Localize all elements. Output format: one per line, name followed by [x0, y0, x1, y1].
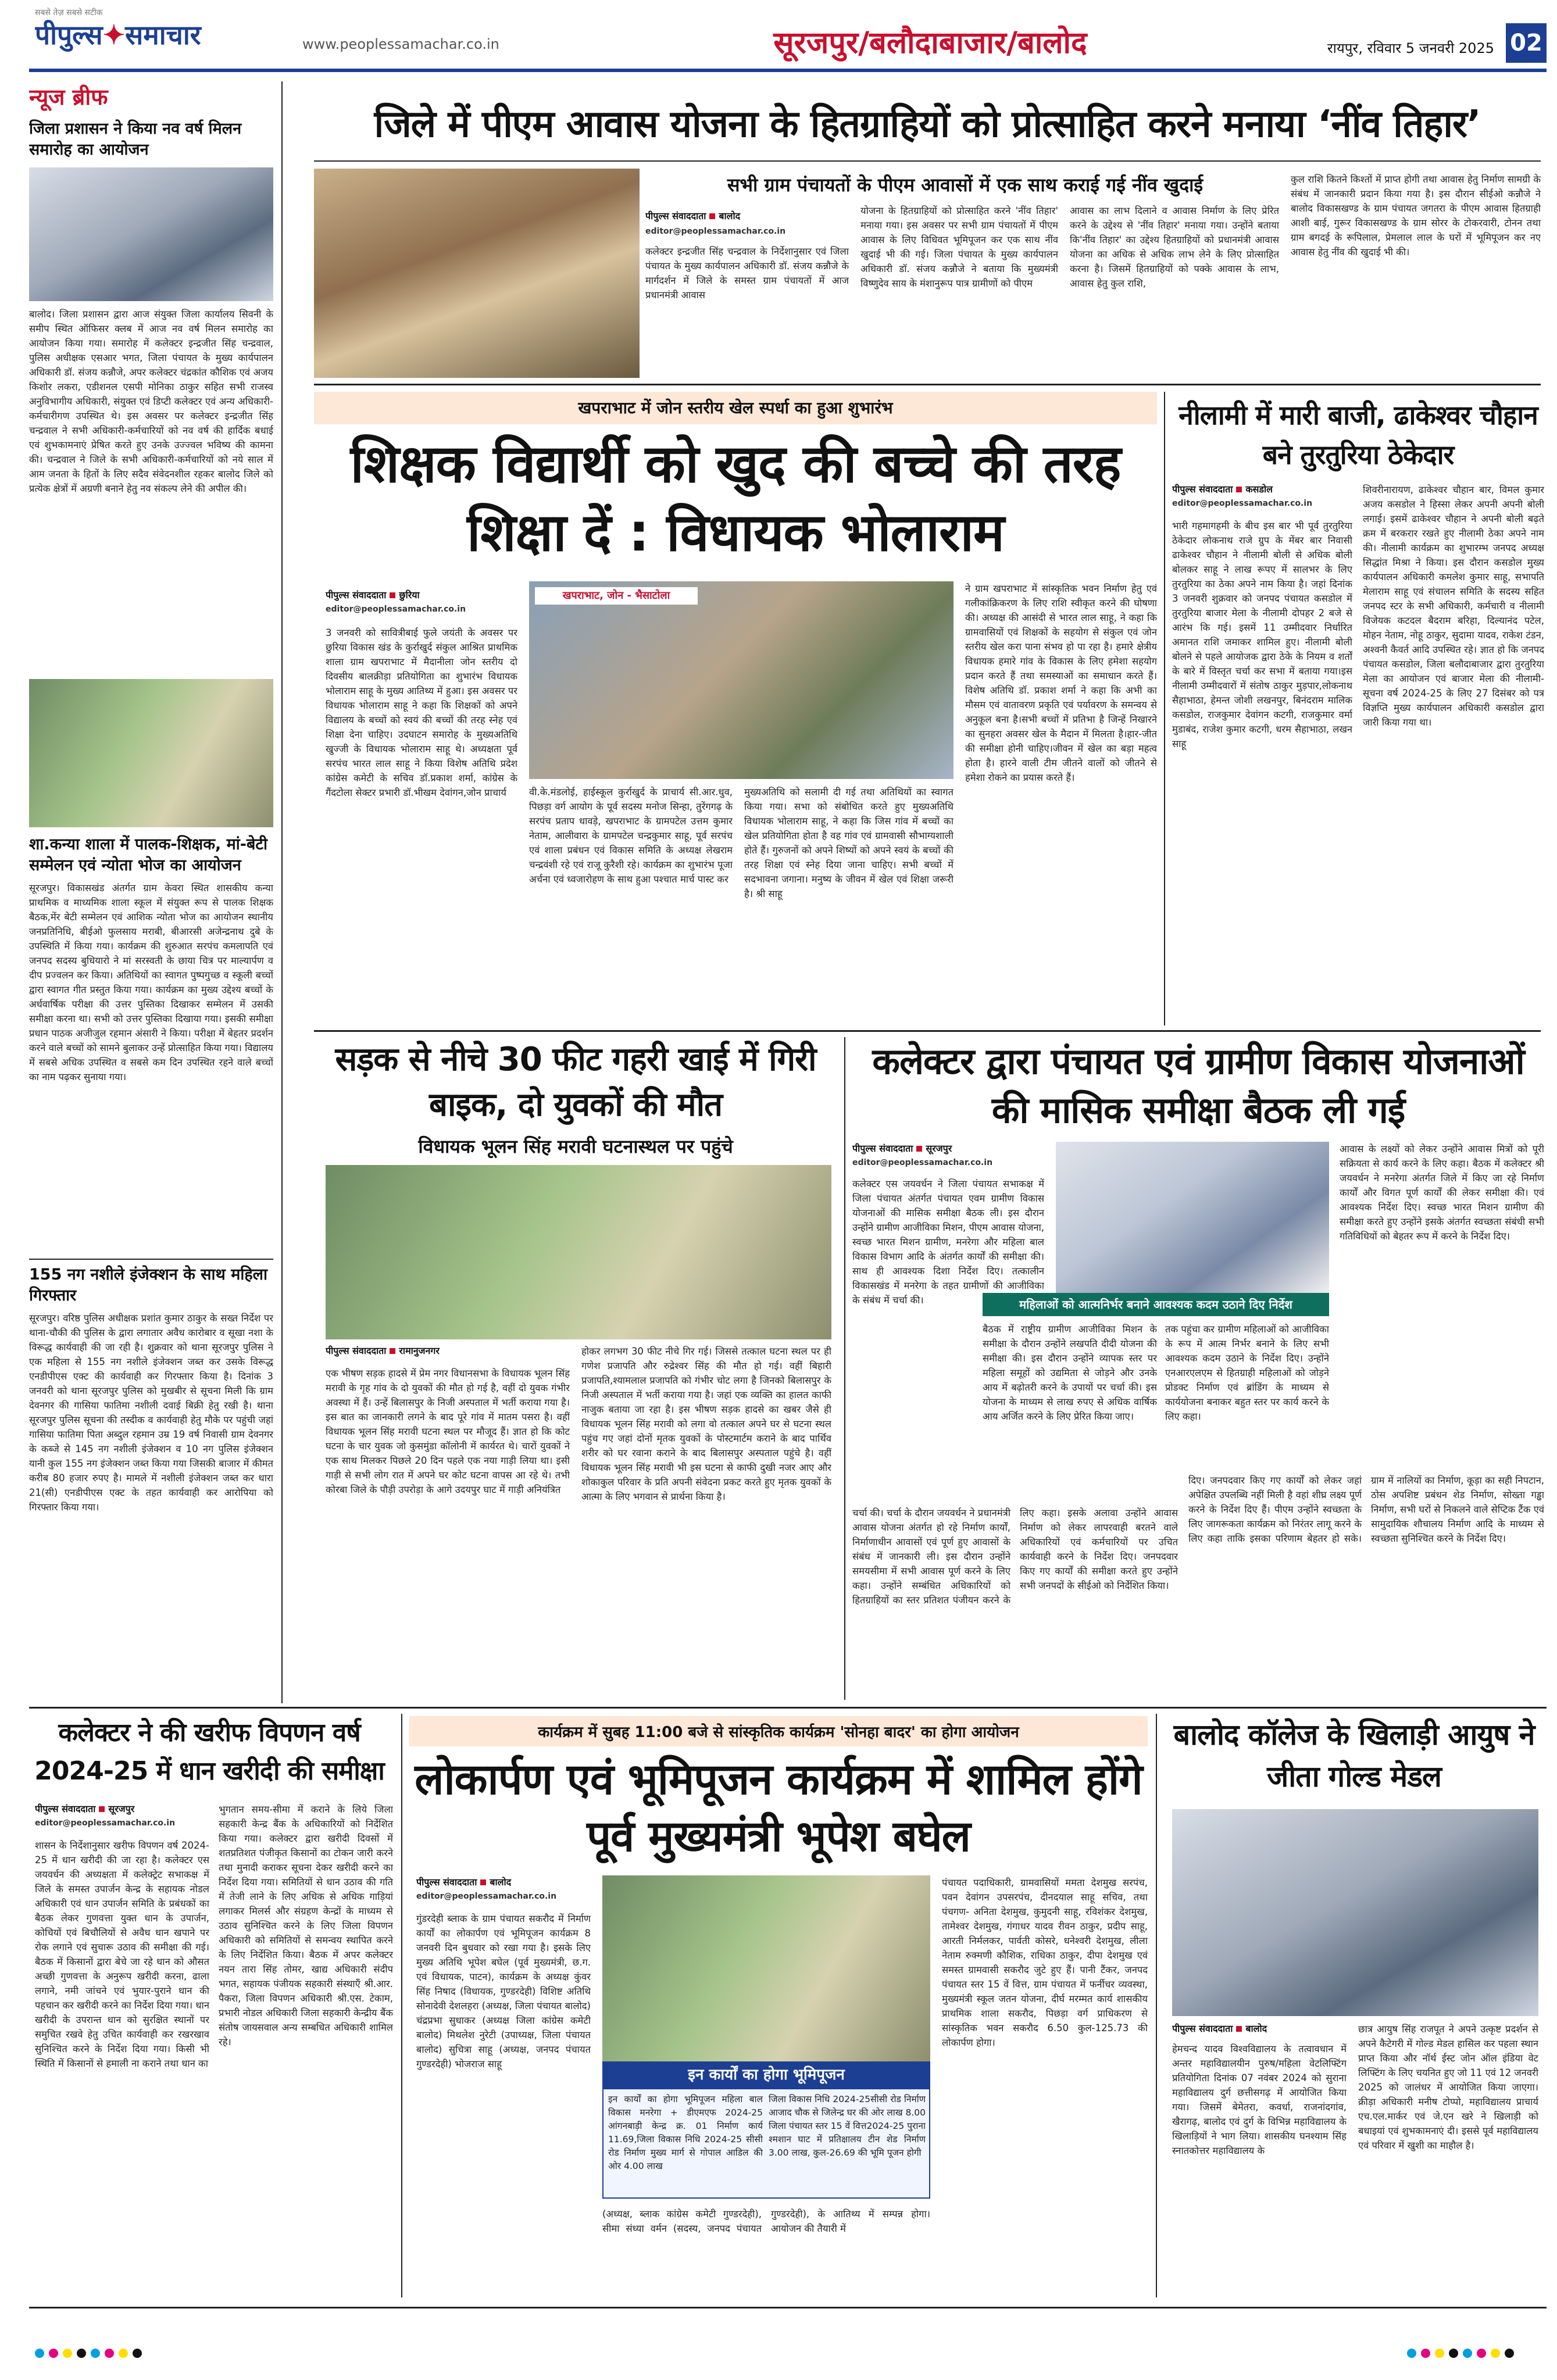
story4-col1: एक भीषण सड़क हादसे में प्रेम नगर विधानसभा के विधायक भूलन सिंह मरावी के गृह गांव के दो युवकों की मौत हो गई है, वहीं दो युवक गंभीर अवस्था में हैं। उन्हें बिलासपुर के निजी अस्पताल में भर्ती कराया गया है। इस बात का जानकारी लगने के बाद पूरे गांव में मातम पसरा है। वहीं विधायक भूलन सिंह मरावी घटना स्थल पर मौजूद हैं। ज्ञात हो कि कोट घटना के चार युवक जो कुसमुंडा कॉलोनी में कार्यरत थे। चारों युवकों ने एक साथ मिलकर पिछले 20 दिन पहले एक नया गाड़ी लिया था। इसी गाड़ी से सभी लोग रात में अपने घर कोट घटना वापस आ रहे थे। तभी कोरबा जिले के पौड़ी उपरोड़ा के आगे उदयपुर घाट में गाड़ी अनियंत्रित — [326, 1368, 570, 1495]
story2-headline: शिक्षक विद्यार्थी को खुद की बच्चे की तरह शिक्षा दें : विधायक भोलाराम — [350, 434, 1121, 563]
story6-col1: शासन के निर्देशानुसार खरीफ विपणन वर्ष 2024-25 में धान खरीदी की जा रहा है। कलेक्टर एस जयवर्धन की अध्यक्षता में कलेक्ट्रेट सभाकक्ष में जिले के समस्त उपार्जन केन्द्र के सहायक नोडल अधिकारी एवं धान उपार्जन समिति के प्रबंधकों का बैठक लेकर गुणवत्ता युक्त धान के उपार्जन, कोचियों एवं बिचौलियों से अवैध धान खपाने पर रोक लगाने एवं सुचारू उठाव की समीक्षा की गई। बैठक में किसानों द्वारा बेचे जा रहे धान को औसत अच्छी गुणवत्ता के अनुरूप खरीदी करना, ढाला लगाने, नमी जांचने एवं भुयार-पुराने धान की पहचान कर खरीदी करने का निर्देश दिया गया। धान खरीदी के उपरान्त धान को सुरक्षित स्थानों पर समुचित रखवे हेतु उचित कार्यवाही कर रखरखाव सुनिश्चित करने के निर्देश दिया गया। किसी भी स्थिति में किसानों से हमाली ना कराने तथा धान का — [35, 1840, 209, 2069]
bullet-icon — [390, 592, 395, 598]
story4-byline — [326, 1344, 570, 1359]
story5-byline-place: सूरजपुर — [926, 1143, 952, 1154]
bullet-icon — [99, 1806, 105, 1812]
registration-dot-icon — [91, 2349, 100, 2358]
story3-byline — [1172, 483, 1352, 496]
brief-1-body: बालोद। जिला प्रशासन द्वारा आज संयुक्त जिला कार्यालय सिवनी के समीप स्थित ऑफिसर क्लब में आज नव वर्ष मिलन समारोह का आयोजन किया गया। समारोह में कलेक्टर इन्द्रजीत सिंह चन्द्रवाल, पुलिस अधीक्षक एसआर भगत, जिला पंचायत के मुख्य कार्यपालन अधिकारी डॉ. संजय कन्नौजे, अपर कलेक्टर चंद्रकांत कौशिक एवं अजय किशोर लकरा, एडीशनल एसपी मोनिका ठाकुर सहित सभी राजस्व अनुविभागीय अधिकारी, संयुक्त एवं डिप्टी कलेक्टर एवं अन्य अधिकारी-कर्मचारीगण उपस्थित थे। इस अवसर पर कलेक्टर इन्द्रजीत सिंह चन्द्रवाल ने सभी अधिकारी-कर्मचारियों को नव वर्ष की हार्दिक बधाई एवं शुभकामनाएं प्रेषित करते हुए उनके उज्ज्वल भविष्य की कामना की। चन्द्रवाल ने जिले के सभी अधिकारी-कर्मचारियों को नये साल में आम जनता के हितों के लिए सदैव संवेदनशील रहकर बालोद जिले को प्रत्येक क्षेत्रों में अग्रणी बनाने हेतु नव संकल्प लेने की अपील की। — [29, 309, 273, 494]
story3-byline-name: पीपुल्स संवाददाता — [1172, 484, 1233, 495]
brief-1-headline: जिला प्रशासन ने किया नव वर्ष मिलन समारोह का आयोजन — [29, 120, 242, 159]
story2-photo — [529, 581, 954, 779]
registration-dot-icon — [1407, 2349, 1416, 2358]
story5-col4: तक पहुंचा कर ग्रामीण महिलाओं को आजीविका के रूप में आत्म निर्भर बनाने के लिए सभी आवश्यक कदम उठाने के निर्देश दिए। उन्होंने एनआरएलएम से हितग्राही महिलाओं को जोड़ने प्रोडक्ट निर्माण एवं ब्रांडिंग के माध्यम से कार्ययोजना बनाकर बहुत स्तर पर कार्य करने के लिए कहा। — [1165, 1324, 1329, 1422]
story7-box-title: इन कार्यों का होगा भूमिपूजन — [602, 2061, 930, 2088]
story7-col1: गुंडरदेही ब्लाक के ग्राम पंचायत सकरौद में निर्माण कार्यों का लोकार्पण एवं भूमिपूजन कार्यक्रम 8 जनवरी दिन बुधवार को रखा गया है। इसके लिए मुख्य अतिथि भूपेश बघेल (पूर्व मुख्यमंत्री, छ.ग. एवं विधायक, पाटन), कार्यक्रम के अध्यक्ष कुंवर सिंह निषाद (विधायक, गुण्डरदेही) विशिष्ट अतिथि सोनादेवी देशलहरा (अध्यक्ष, जिला पंचायत बालोद) चंद्रप्रभा सुधाकर (अध्यक्ष जिला कांग्रेस कमेटी बालोद) मिथलेश नुरेटी (उपाध्यक्ष, जिला पंचायत बालोद) सुचित्रा साहू (अध्यक्ष, जनपद पंचायत गुण्डरदेही) भोजराज साहू — [416, 1913, 591, 2070]
story7-byline — [416, 1875, 591, 1889]
story1-col1: कलेक्टर इन्द्रजीत सिंह चन्द्रवाल के निर्देशानुसार एवं जिला पंचायत के मुख्य कार्यपालन अधिकारी डॉ. संजय कन्नौजे के मार्गदर्शन में जिले के समस्त ग्राम पंचायतों में आज प्रधानमंत्री आवास — [645, 246, 849, 301]
section-title: सूरजपुर/बलौदाबाजार/बालोद — [773, 26, 1087, 60]
brief-2-headline: शा.कन्या शाला में पालक-शिक्षक, मां-बेटी सम्मेलन एवं न्योता भोज का आयोजन — [29, 835, 268, 874]
story8-byline-place: बालोद — [1245, 2023, 1267, 2034]
registration-dot-icon — [1449, 2349, 1458, 2358]
brief-2-body: सूरजपुर। विकासखंड अंतर्गत ग्राम केवरा स्थित शासकीय कन्या प्राथमिक व माध्यमिक शाला स्कूल में संयुक्त रूप से पालक शिक्षक बैठक,मेंर बेटी सम्मेलन एवं आशिक न्योता भोज का आयोजन स्थानीय जनप्रतिनिधि, बीईओ फुलसाय मराबी, बीआरसी अजेन्द्रनाथ दुबे के उपस्थिति में किया गया। कार्यक्रम की शुरुआत सरपंच कमलापति एवं जनपद सदस्य बुधियारो ने मां सरस्वती के छाया चित्र पर माल्यार्पण व दीप प्रज्वलन कर किया। अतिथियों का स्वागत पुष्पगुच्छ व स्कूली बच्चों द्वारा स्वागत गीत प्रस्तुत किया गया। कार्यक्रम का मुख्य उद्देश्य बच्चों के अर्धवार्षिक परीक्षा की उत्तर पुस्तिका दिखाकर सम्मेलन में उसकी समीक्षा करना था। सभी को उत्तर पुस्तिका दिखाया गया। इसकी समीक्षा प्रधान पाठक अजीजुल रहमान अंसारी ने किया। परीक्षा में बेहतर प्रदर्शन करने वाले बच्चों को सामने बुलाकर उन्हें प्रोत्साहित किया गया। विद्यालय में सबसे अधिक उपस्थित व सबसे कम दिन उपस्थित रहने वाले बच्चों का नाम पढ़कर सुनाया गया। — [29, 882, 273, 1082]
story5-col3: बैठक में राष्ट्रीय ग्रामीण आजीविका मिशन के समीक्षा के दौरान उन्होंने लखपति दीदी योजना की समीक्षा की। इस दौरान उन्होंने व्यापक स्तर पर महिला समूहों को उद्यमिता से जोड़ने और उनके आय में बढ़ोतरी करने के उपायों पर चर्चा की। इस योजना के माध्यम से लाख रुपए से अधिक वार्षिक आय अर्जित करने के लिए प्रेरित किया जाए। — [983, 1324, 1157, 1422]
story7-photo — [602, 1875, 930, 2061]
story3-byline-place: कसडोल — [1245, 484, 1273, 495]
story1-col3: आवास का लाभ दिलाने व आवास निर्माण के लिए प्रेरित करने के उद्देश्य से 'नींव तिहार' मनाया गया। उन्होंने बताया कि'नींव तिहार' का उद्देश्य हितग्राहियों को प्रधानमंत्री आवास योजना का अधिक से अधिक लाभ लेने के लिए प्रोत्साहित करना है। जिसमें हितग्राहियों को पक्के आवास के लाभ, आवास हेतु कुल राशि, — [1070, 205, 1279, 289]
story2-kicker: खपराभाट में जोन स्तरीय खेल स्पर्धा का हुआ शुभारंभ — [578, 398, 893, 417]
brief-label: न्यूज ब्रीफ — [29, 84, 108, 110]
story7-byline-place: बालोद — [490, 1877, 512, 1888]
website: www.peoplessamachar.co.in — [302, 36, 499, 52]
registration-dot-icon — [1491, 2349, 1500, 2358]
story8-headline: बालोद कॉलेज के खिलाड़ी आयुष ने जीता गोल्ड मेडल — [1173, 1718, 1535, 1793]
story4-photo — [326, 1165, 831, 1339]
bullet-icon — [1236, 487, 1242, 492]
story5-col2: आवास के लक्ष्यों को लेकर उन्होंने आवास मित्रों को पूरी सक्रियता से कार्य करने के लिए कहा। बैठक में कलेक्टर श्री जयवर्धन ने मनरेगा अंतर्गत जिले में किए जा रहे निर्माण कार्यों और विगत पूर्ण कार्यों की लेकर समीक्षा की। एवं आवश्यक निर्देश दिए। स्वच्छ भारत मिशन ग्रामीण की समीक्षा करते हुए उन्होंने इसके अंतर्गत स्वच्छता संबंधी सभी गतिविधियों को बेहतर रूप में करने के निर्देश दिए। — [1340, 1143, 1544, 1242]
story2-col3: मुख्यअतिथि को सलामी दी गई तथा अतिथियों का स्वागत किया गया। सभा को संबोधित करते हुए मुख्यअतिथि विधायक भोलाराम साहू, ने कहा कि जिस गांव में बच्चों का खेल प्रतियोगिता होता है वह गांव एवं ग्रामवासी सौभाग्यशाली होते हैं। गुरुजनों को अपने शिष्यों को अपने स्वयं के बच्चों की तरह शिक्षा एवं स्नेह दिया जाना चाहिए। सभी बच्चों में सदभावना जगाना। मनुष्य के जीवन में खेल एवं शिक्षा जरूरी है। श्री साहू — [744, 787, 954, 899]
registration-dot-icon — [1421, 2349, 1430, 2358]
registration-dot-icon — [1435, 2349, 1444, 2358]
story1-bottom-rule — [314, 384, 1541, 385]
story8-col0: हेमचन्द यादव विश्वविद्यालय के तत्वावधान में अन्तर महाविद्यालयीन पुरुष/महिला वेटलिफ्टिंग प्रतियोगिता दिनांक 07 नवंबर 2024 को सुराना महाविद्यालय दुर्ग छत्तीसगढ़ में आयोजित किया गया। जिसमें बेमेतरा, कवर्धा, राजनांदगांव, खैरागढ़, बालोद एवं दुर्ग के विभिन्न महाविद्यालय के खिलाड़ियों ने भाग लिया। शासकीय घनश्याम सिंह स्नातकोत्तर महाविद्यालय के — [1172, 2043, 1347, 2156]
story3-col1: भारी गहमागहमी के बीच इस बार भी पूर्व तुरतुरिया ठेकेदार लोकनाथ राजे ग्रुप के मेंबर बार निवासी ढाकेश्वर चौहान ने नीलामी बोली से अधिक बोली बोलकर साहू ने लाख रूपए में सालभर के लिए तुरतुरिया का ठेका अपने नाम किया है। जहां दिनांक 3 जनवरी शुक्रवार को जनपद पंचायत कसडोल में तुरतुरिया बाजार मेला के नीलामी दोपहर 2 बजे से आरंभ कि गई। इसमें 11 उम्मीदवार निर्धारित अमानत राशि जमाकर शामिल हुए। नीलामी बोली बोलने से पहले आयोजक द्वारा ठेके के नियम व शर्तों के बारे में विस्तृत चर्चा कर सभा में बताया गया।इस नीलामी उम्मीदवारों में संतोष ठाकुर मुड़पार,लोकनाथ सैहाभाठा, हेमन्त जोशी लखनपुर, बिनंदराम मालिक कसडोल, राजकुमार देवांगन कटगी, राजकुमार वर्मा मुडाबंद, राजेश कुमार कटगी, धरम सैहाभाठा, लखन साहू — [1172, 520, 1352, 749]
registration-marks-left — [35, 2349, 163, 2360]
registration-dot-icon — [35, 2349, 44, 2358]
bullet-icon — [916, 1146, 922, 1152]
story3-divider — [1164, 392, 1165, 1025]
story6-col2: भुगतान समय-सीमा में कराने के लिये जिला सहकारी केन्द्र बैंक के अधिकारियों को निर्देशित किया गया। कलेक्टर द्वारा खरीदी दिवसों में शतप्रतिशत पंजीकृत किसानों का टोकन जारी करने तथा मुनादी कराकर सूचना देकर खरीदी करने का निर्देश दिया गया। समितियों से धान उठाव की गति में तेजी लाने के लिए अधिक से अधिक गाड़ियां लगाकर मिलर्स और संग्रहण केन्द्रों के माध्यम से उठाव सुनिश्चित करने के लिए जिला विपणन अधिकारी को समितियों से समन्वय स्थापित करने के लिए निर्देशित किया। बैठक में अपर कलेक्टर नयन तारा सिंह तोमर, खाद्य अधिकारी संदीप भगत, सहायक पंजीयक सहकारी संस्थाएँ श्री.आर. पैकरा, जिला विपणन अधिकारी श्री.एस. टेकाम, प्रभारी नोडल अधिकारी जिला सहकारी केन्द्रीय बैंक संतोष जायसवाल अन्य सम्बधित अधिकारी शामिल रहे। — [219, 1804, 393, 2047]
story5-col5: चर्चा की। चर्चा के दौरान जयवर्धन ने प्रधानमंत्री आवास योजना अंतर्गत हो रहे निर्माण कार्यों, निर्माणाधीन आवासों एवं पूर्ण हुए आवासों के संबंध में जानकारी ली। इस दौरान उन्होंने समयसीमा में सभी आवास पूर्ण करने के लिए कहा। उन्होंने सम्बंधित अधिकारियों को हितग्राहियों का स्तर प्रतिशत पंजीयन करने के लिए कहा। इसके अलावा उन्होंने आवास निर्माण को लेकर लापरवाही बरतने वाले अधिकारियों एवं कर्मचारियों पर उचित कार्यवाही करने के निर्देश दिए। जनपदवार किए गए कार्यों की समीक्षा करते हुए उन्होंने सभी जनपदों के सीईओ को निर्देशित किया। — [852, 1507, 1178, 1606]
logo-main: पीपुल्स — [35, 19, 103, 51]
story6-headline: कलेक्टर ने की खरीफ विपणन वर्ष 2024-25 में धान खरीदी की समीक्षा — [34, 1718, 384, 1786]
story1-subhead: सभी ग्राम पंचायतों के पीएम आवासों में एक साथ कराई गई नींव खुदाई — [727, 174, 1204, 196]
story6-email[interactable]: editor@peoplessamachar.co.in — [35, 1818, 176, 1828]
row3-bottom-rule — [29, 1707, 1547, 1709]
story7-col3: पंचायत पदाधिकारी, ग्रामवासियों ममता देशमुख सरपंच, पवन देवांगन उपसरपंच, दीनदयाल साहू सचिव, तथा पंचगण- अनिता देशमुख, कुमुदनी साहू, रविशंकर देशमुख, तामेश्वर देशमुख, गंगाधर यादव रीवन ठाकुर, प्रदीप साहू, आरती निर्मलकर, पार्वती कोसरे, धनेश्वरी देशमुख, लीला नेताम रुक्मणी कौशिक, राधिका ठाकुर, दीपा देशमुख एवं समस्त ग्रामवासी सकरौद जुटे हुए हैं। पानी टैंकर, जनपद पंचायत स्तर 15 वें वित्त, ग्राम पंचायत में फर्नीचर व्यवस्था, मुख्यमंत्री स्कूल जतन योजना, दीर्घ मरम्मत कार्य शासकीय प्राथमिक शाला सकरौद, पिछड़ा वर्ग प्राधिकरण से सांस्कृतिक भवन सकरौद 6.50 कुल-125.73 की लोकार्पण होगा। — [942, 1877, 1148, 2048]
story1-headline: जिले में पीएम आवास योजना के हितग्राहियों को प्रोत्साहित करने मनाया ‘नींव तिहार’ — [374, 103, 1481, 146]
registration-dot-icon — [105, 2349, 114, 2358]
registration-marks-right — [1407, 2349, 1535, 2360]
story6-byline-name: पीपुल्स संवाददाता — [35, 1803, 96, 1814]
story5-headline: कलेक्टर द्वारा पंचायत एवं ग्रामीण विकास योजनाओं की मासिक समीक्षा बैठक ली गई — [872, 1040, 1524, 1131]
registration-dot-icon — [133, 2349, 142, 2358]
story2-byline-name: पीपुल्स संवाददाता — [326, 589, 387, 601]
story5-photo-caption: महिलाओं को आत्मनिर्भर बनाने आवश्यक कदम उठाने दिए निर्देश — [983, 1293, 1329, 1316]
brief-3-body: सूरजपुर। वरिष्ठ पुलिस अधीक्षक प्रशांत कुमार ठाकुर के सख्त निर्देश पर थाना-चौकी की पुलिस के द्वारा लगातार अवैध कारोबार व सूखा नशा के विरूद्ध कार्यवाही की जा रही है। शुक्रवार को थाना सूरजपुर पुलिस ने एक महिला से 155 नग नशीले इंजेक्शन जब्त कर उसके विरूद्ध एनडीपीएस एक्ट की कार्यवाही कर गिरफ्तार किया है। दिनांक 3 जनवरी को थाना सूरजपुर पुलिस को मुखबीर से सूचना मिली कि ग्राम देवनगर की गासिया फातिमा नशीली दवाई बिक्री हेतु रखी है। थाना सूरजपुर पुलिस सूचना की तस्दीक व कार्यवाही हेतु मौके पर पहुंची जहां गासिया फातिमा पिता अब्दुल रहमान उम्र 19 वर्ष निवासी ग्राम देवनगर के कब्जे से 145 नग नशीली इंजेक्शन व 10 नग पुलिस इंजेक्शन यानी कुल 155 नग इंजेक्शन जब्त किया गया जिसकी बाजार में कीमत करीब 80 हजार रुपए है। मामले में नशीली इंजेक्शन जब्त कर धारा 21(सी) एनडीपीएस एक्ट के तहत कार्यवाही कर आरोपिया को गिरफ्तार किया गया। — [29, 1313, 273, 1513]
registration-dot-icon — [1463, 2349, 1472, 2358]
brief-3-headline: 155 नग नशीले इंजेक्शन के साथ महिला गिरफ्तार — [29, 1266, 267, 1305]
story2-byline — [326, 588, 517, 602]
story7-headline: लोकार्पण एवं भूमिपूजन कार्यक्रम में शामिल होंगे पूर्व मुख्यमंत्री भूपेश बघेल — [415, 1754, 1142, 1861]
story5-divider — [844, 1037, 845, 1700]
registration-dot-icon — [1477, 2349, 1486, 2358]
bullet-icon — [1236, 2026, 1242, 2032]
story1-byline — [645, 209, 849, 223]
story2-col4: ने ग्राम खपराभाट में सांस्कृतिक भवन निर्माण हेतु एवं गलीकांक्रिकरण के लिए राशि स्वीकृत करने की घोषणा की। अध्यक्ष की आसंदी से भारत लाल साहू, ने कहा कि ग्रामवासियों एवं शिक्षकों के सहयोग से संकुल एवं जोन स्तरीय खेल करा पाना संभव हो पा रहा है। हमारे क्षेत्रीय विधायक हमारे गांव के विकास के लिए हमेशा सहयोग प्रदान करते हैं तथा समस्याओं का समाधान करते हैं। विशेष अतिथि डॉ. प्रकाश शर्मा ने कहा कि अभी का मौसम एवं वातावरण प्रकृति एवं पर्यावरण के समन्वय से अनुकूल बना है।सभी बच्चों में प्रतिभा है जिन्हें निखारने का सुनहरा अवसर खेल के मैदान में मिलता है।हार-जीत की समीक्षा होनी चाहिए।जीवन में खेल का बड़ा महत्व होता है। हारने वाली टीम जीतने वालों को जीतने से हमेशा रोकने का प्रयास करते हैं। — [965, 583, 1157, 783]
story1-col2: योजना के हितग्राहियों को प्रोत्साहित करने 'नींव तिहार' मनाया गया। इस अवसर पर सभी ग्राम पंचायतों में पीएम आवास के लिए विधिवत भूमिपूजन कर एक साथ नींव खुदाई भी की गई। जिला पंचायत के मुख्य कार्यपालन अधिकारी डॉ. संजय कन्नौजे ने बताया कि मुख्यमंत्री विष्णुदेव साय के मंशानुरूप पात्र ग्रामीणों को पीएम — [860, 205, 1058, 289]
story1-col4: कुल राशि कितने किश्तों में प्राप्त होगी तथा आवास हेतु निर्माण सामग्री के संबंध में जानकारी प्रदान किया गया है। इस दौरान सीईओ कन्नौजे ने बालोद विकासखण्ड के ग्राम पंचायत जगतरा के पीएम आवास हितग्राही आशी बाई, गुरूर विकासखण्ड के ग्राम सोरर के टोकरवारी, टोनन तथा ग्राम बगदई के रूपिलाल, प्रेमलाल लाल के घरों में भूमिपूजन कर नए आवास हेतु नींव की खुदाई भी की। — [1291, 174, 1541, 258]
story7-divider — [1156, 1714, 1157, 2297]
story7-col2: (अध्यक्ष, ब्लाक कांग्रेस कमेटी गुण्डरदेही), सीमा संध्या वर्मन (सदस्य, जनपद पंचायत गुण्डरदेही), के आतिथ्य में सम्पन्न होगा। आयोजन की तैयारी में — [602, 2209, 930, 2234]
story7-box-col2: जिला विकास निधि 2024-25सीसी रोड निर्माण आजाद चौक से जिलेन्द्र घर की ओर लाख 8.00 जिला पंचायत स्तर 15 वें वित्त2024-25 पुराना श्मशान घाट में प्रतिक्षालय टीन शेड निर्माण 3.00 लाख, कुल-26.69 की भूमि पूजन होगी — [769, 2094, 926, 2158]
story8-photo — [1172, 1809, 1538, 2016]
story4-col2: होकर लगभग 30 फीट नीचे गिर गई। जिससे तत्काल घटना स्थल पर ही गणेश प्रजापति और रुद्रेश्वर सिंह की मौत हो गई। वहीं बिहारी प्रजापति,श्यामलाल प्रजापति को गंभीर चोट लगा है जिनको बिलासपुर के निजी अस्पताल में भर्ती कराया गया है। जहां एक व्यक्ति का हालत काफी नाजुक बताया जा रहा है। इस भीषण सड़क हादसे का खबर जैसे ही विधायक भूलन सिंह मरावी को लगा वो तत्काल अपने घर से घटना स्थल पहुंच गए जहां दोनों मृतक युवकों के पोस्टमार्टम कराने के बाद पार्थिव शरीर को घर रवाना कराने के बाद बिलासपुर अस्पताल पहुंचे है। वहीं विधायक भूलन सिंह मरावी भी इस घटना से काफी दुखी नजर आए और शोकाकुल परिवार के प्रति अपनी संवेदना प्रकट करते हुए मृतक युवकों के आत्मा के लिए भगवान से प्रार्थना किया है। — [581, 1346, 831, 1502]
story1-byline-name: पीपुल्स संवाददाता — [645, 210, 706, 221]
story1-email[interactable]: editor@peoplessamachar.co.in — [645, 227, 786, 236]
story5-photo — [1056, 1142, 1329, 1293]
story8-byline-name: पीपुल्स संवाददाता — [1172, 2023, 1233, 2034]
masthead-rule — [29, 69, 1547, 72]
registration-dot-icon — [1505, 2349, 1514, 2358]
story2-byline-place: छुरिया — [399, 589, 420, 601]
story8-col1: छात्र आयुष सिंह राजपूत ने अपने उत्कृष्ट प्रदर्शन से अपने कैटेगरी में गोल्ड मेडल हासिल कर पहला स्थान प्राप्त किया और नॉर्थ ईस्ट जोन ऑल इंडिया वेट लिफ्टिंग के लिए चयनित हुए जो 11 एवं 12 जनवरी 2025 को जालंधर में आयोजित किया जाएगा। क्रीड़ा अधिकारी मनीष टोप्पो, महाविद्यालय प्राचार्य एच.एल.मार्कर एवं जे.एन खरे ने खिलाड़ी को बधाइयां एवं शुभकामनाएं दी। इससे पूर्व महाविद्यालय एवं परिवार में खुशी का माहौल है। — [1358, 2024, 1538, 2151]
bullet-icon — [709, 213, 715, 219]
story5-byline-name: पीपुल्स संवाददाता — [852, 1143, 913, 1154]
story4-subhead: विधायक भूलन सिंह मरावी घटनास्थल पर पहुंचे — [418, 1135, 733, 1157]
tagline: सबसे तेज़ सबसे सटीक — [35, 8, 103, 17]
logo-separator-icon: ✦ — [102, 19, 126, 51]
story2-email[interactable]: editor@peoplessamachar.co.in — [326, 605, 466, 614]
logo-sub: समाचार — [125, 19, 201, 51]
page-number: 02 — [1506, 23, 1547, 63]
brief-divider — [29, 1259, 273, 1260]
story3-email[interactable]: editor@peoplessamachar.co.in — [1172, 499, 1313, 508]
story6-byline-place: सूरजपुर — [108, 1803, 135, 1814]
story5-byline — [852, 1142, 1044, 1156]
left-column-divider — [281, 81, 283, 1703]
brief-1-photo — [29, 167, 273, 301]
story5-col1: कलेक्टर एस जयवर्धन ने जिला पंचायत सभाकक्ष में जिला पंचायत अंतर्गत पंचायत एवम ग्रामीण विकास योजनाओं की मासिक समीक्षा बैठक ली। इस दौरान उन्होंने ग्रामीण आजीविका मिशन, पीएम आवास योजना, स्वच्छ भारत मिशन ग्रामीण, मनरेगा और महिला बाल विकास विभाग आदि के अंतर्गत कार्यों की समीक्षा की। साथ ही आवश्यक दिशा निर्देश दिए। तत्कालीन विकासखंड में मनरेगा के तहत ग्रामीणों की आजीविका के संबंध में चर्चा की। — [852, 1178, 1044, 1306]
story2-col1: 3 जनवरी को सावित्रीबाई फुले जयंती के अवसर पर छुरिया विकास खंड के कुर्राखुर्द संकुल आश्रित प्राथमिक शाला ग्राम खपराभाट में मैदानीला जोन स्तरीय दो दिवसीय बालक्रीड़ा प्रतियोगिता का शुभारंभ विधायक भोलाराम साहू के मुख्य आतिथ्य में हुआ। इस अवसर पर विधायक भोलाराम साहू ने कहा कि शिक्षकों को अपने विद्यालय के बच्चों को स्वयं की बच्चों की तरह स्नेह एवं शिक्षा देना चाहिए। उदघाटन समारोह के मुख्यअतिथि खुज्जी के विधायक भोलाराम साहू थे। अध्यक्षता पूर्व सरपंच भारत लाल साहू ने किया विशेष अतिथि प्रदेश कांग्रेस कमेटी के सचिव डॉ.प्रकाश शर्मा, कांग्रेस के गैंदटोला सेक्टर प्रभारी डॉ.भीखम देवांगन,जोन प्राचार्य — [326, 627, 517, 798]
story4-byline-name: पीपुल्स संवाददाता — [326, 1345, 387, 1356]
story1-byline-place: बालोद — [719, 210, 741, 221]
story7-box-col1: इन कार्यों का होगा भूमिपूजन महिला बाल विकास मनरेगा + डीएमएफ 2024-25 आंगनबाड़ी केन्द्र क्र. 01 निर्माण कार्य 11.69,जिला विकास निधि 2024-25 सीसी रोड निर्माण मुख्य मार्ग से गोपाल आडिल की ओर 4.00 लाख — [608, 2094, 763, 2171]
registration-dot-icon — [119, 2349, 128, 2358]
story2-photo-banner: खपराभाट, जोन - भैसाटोला — [535, 587, 698, 605]
story1-head-rule — [314, 160, 1541, 162]
masthead — [0, 0, 1557, 70]
story2-col2: वी.के.मंडलोई, हाईस्कूल कुर्राखुर्द के प्राचार्य सी.आर.धुव, पिछड़ा वर्ग आयोग के पूर्व सदस्य मनोज सिन्हा, तुरेंगगढ़ के सरपंच प्रताप धावड़े, खपराभाट के ग्रामपटेल उत्तम कुमार नेताम, आलीवारा के ग्रामपटेल चन्द्रकुमार साहू, पूर्व सरपंच एवं शाला प्रबंधन एवं विकास समिति के अध्यक्ष लेखराम चन्द्रवंशी रहे एवं राजू कुरैशी रहे। कार्यक्रम का शुभारंभ पूजा अर्चना एवं ध्वजारोहण के साथ हुआ पश्चात मार्च पास्ट कर — [529, 787, 733, 885]
registration-dot-icon — [63, 2349, 72, 2358]
news-brief-column — [29, 81, 273, 1709]
row2-bottom-rule — [314, 1030, 1541, 1032]
story5-col6: दिए। जनपदवार किए गए कार्यों को लेकर जहां अपेक्षित उपलब्धि नहीं मिली है वहां शीघ्र लक्ष्य पूर्ण करने के निर्देश दिए हैं। पीएम उन्होंने स्वच्छता के लिए जागरूकता कार्यक्रम को निरंतर लागू करने के लिए कहा ताकि इसका परिणाम बेहतर हो सके। ग्राम में नालियों का निर्माण, कूड़ा का सही निपटान, ठोस अपशिष्ट प्रबंधन शेड निर्माण, सोख्ता गड्ढा निर्माण, सभी घरों से निकलने वाले सेप्टिक टैंक एवं सामुदायिक शौचालय निर्माण आदि के माध्यम से स्वच्छता सुनिश्चित करने के निर्देश दिए। — [1188, 1475, 1544, 1544]
story7-byline-name: पीपुल्स संवाददाता — [416, 1877, 477, 1888]
story8-byline — [1172, 2022, 1347, 2037]
story6-divider — [401, 1714, 402, 2297]
issue-date: रायपुर, रविवार 5 जनवरी 2025 — [1327, 40, 1494, 56]
bullet-icon — [390, 1348, 395, 1354]
registration-dot-icon — [49, 2349, 58, 2358]
story6-byline — [35, 1802, 209, 1816]
story3-col2: शिवरीनारायण, ढाकेश्वर चौहान बार, विमल कुमार अजय कसडोल ने हिस्सा लेकर अपनी अपनी बोली लगाई। इसमें ढाकेश्वर चौहान ने अपनी बोली बढ़ते क्रम में बरकरार रखते हुए नीलामी ठेका अपने नाम की। नीलामी कार्यक्रम का शुभारम्भ जनपद अध्यक्ष सिद्धांत मिश्रा ने किया। इस दौरान कसडोल मुख्य कार्यपालन अधिकारी कमलेश कुमार साहू, सभापति मेलाराम साहू एवं संचालन समिति के सदस्य सहित जनपद स्टर के सभी अधिकारी, कर्मचारी व नीलामी विजेयक कटदल बैदराम बरिहा, दिल्यानंद पटेल, मोहन नेताम, नोहू ठाकुर, सुदामा यादव, राकेश टंडन, अश्वनी कैवर्त आदि उपस्थित रहे। ज्ञात हो कि जनपद पंचायत कसडोल, जिला बलौदाबाजार द्वारा तुरतुरिया मेला का आयोजन एवं बाजार मेला की नीलामी-सूचना वर्ष 2024-25 के लिए 27 दिसंबर को पत्र विज्ञप्ति मुख्य कार्यपालन अधिकारी कसडोल द्वारा जारी किया गया था। — [1363, 484, 1544, 728]
story7-box — [602, 2088, 930, 2199]
bullet-icon — [480, 1879, 486, 1885]
story4-headline: सड़क से नीचे 30 फीट गहरी खाई में गिरी बाइक, दो युवकों की मौत — [335, 1041, 816, 1124]
story7-email[interactable]: editor@peoplessamachar.co.in — [416, 1892, 557, 1901]
registration-dot-icon — [77, 2349, 86, 2358]
brief-2-photo — [29, 679, 273, 827]
story4-byline-place: रामानुजनगर — [399, 1345, 440, 1356]
story7-kicker: कार्यक्रम में सुबह 11:00 बजे से सांस्कृतिक कार्यक्रम 'सोनहा बादर' का होगा आयोजन — [538, 1724, 1019, 1741]
story5-email[interactable]: editor@peoplessamachar.co.in — [852, 1158, 993, 1167]
story1-photo — [314, 169, 640, 378]
footer-rule — [29, 2307, 1547, 2308]
story3-headline: नीलामी में मारी बाजी, ढाकेश्वर चौहान बने तुरतुरिया ठेकेदार — [1179, 399, 1538, 470]
logo — [35, 16, 279, 57]
